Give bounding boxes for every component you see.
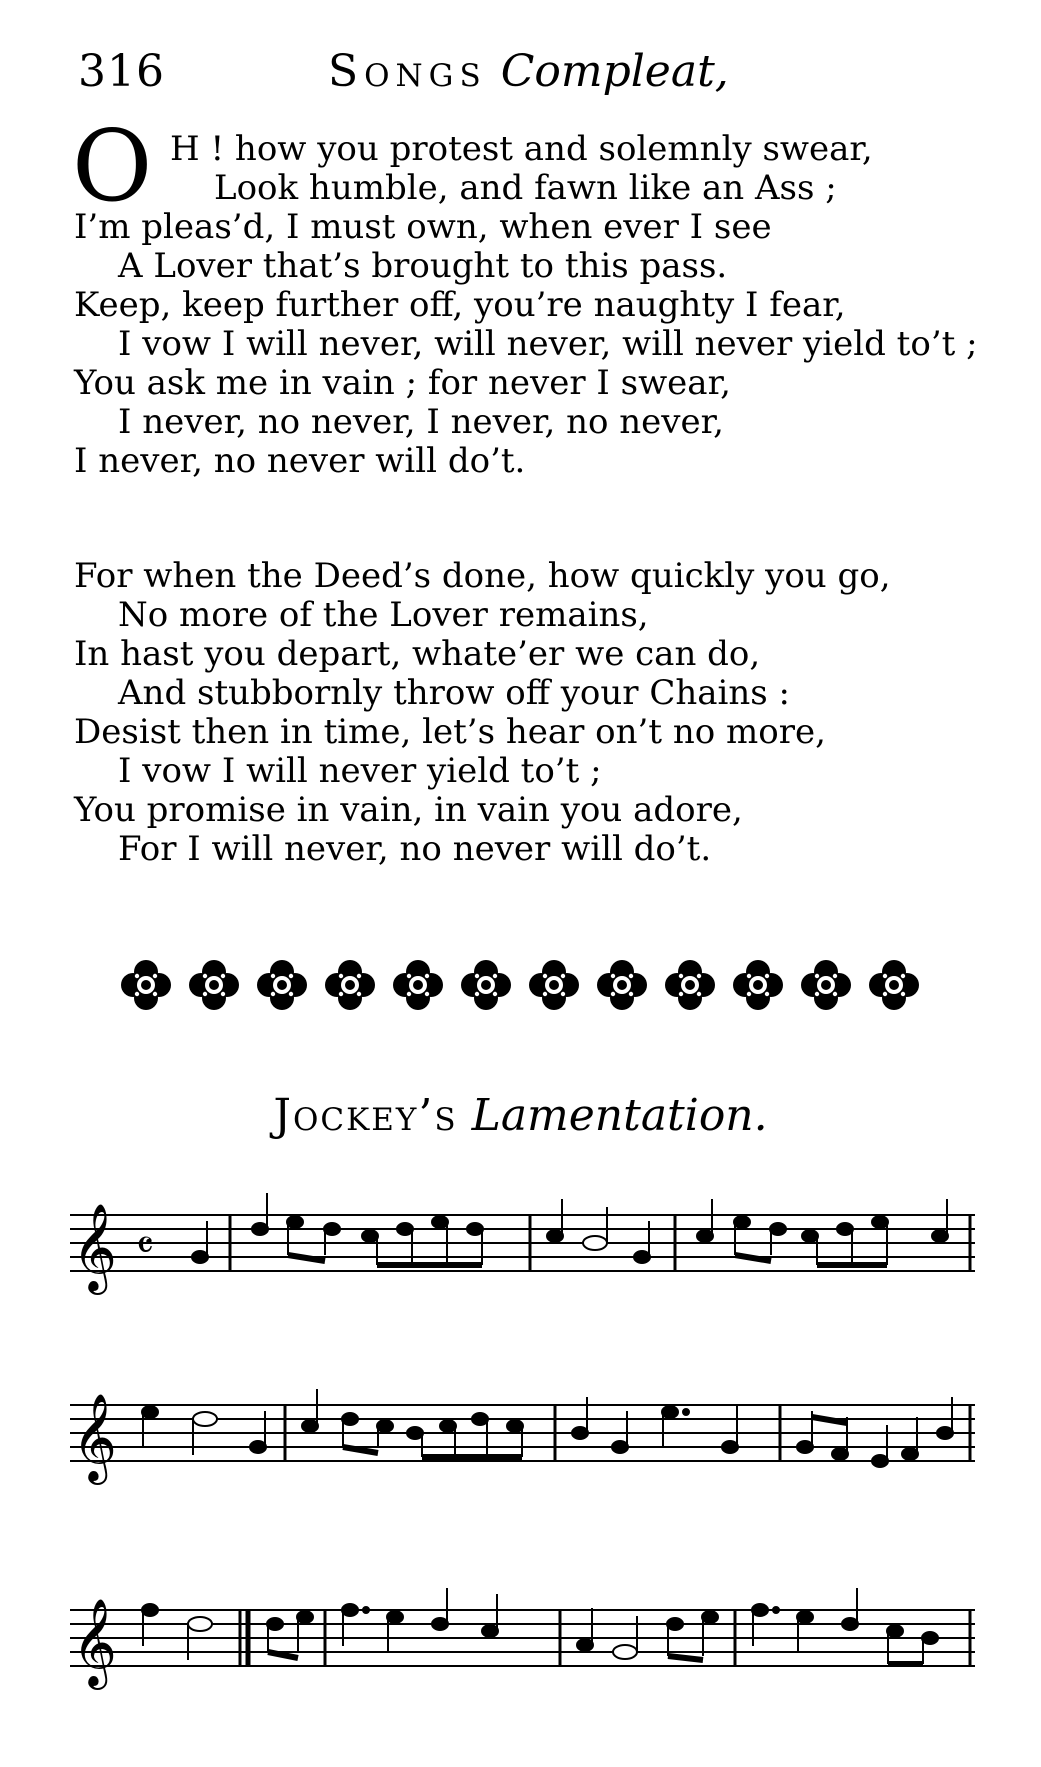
verse-line: In hast you depart, whate’er we can do, (74, 634, 761, 674)
running-title-italic: Compleat, (500, 46, 729, 97)
flower-icon (597, 960, 647, 1010)
flower-icon (801, 960, 851, 1010)
flower-icon (665, 960, 715, 1010)
time-signature: 𝄴 (136, 1223, 154, 1269)
verse-line: Look humble, and fawn like an Ass ; (214, 168, 837, 208)
music-staff-1 (70, 1185, 980, 1315)
flower-ornament-row (110, 950, 940, 1020)
page-header (78, 40, 978, 100)
flower-icon (529, 960, 579, 1010)
flower-icon (189, 960, 239, 1010)
verse-line: And stubbornly throw off your Chains : (118, 673, 790, 713)
verse-line: I vow I will never, will never, will never yield to’t ; (118, 324, 978, 364)
flower-icon (733, 960, 783, 1010)
verse-line: For I will never, no never will do’t. (118, 829, 712, 869)
verse-line: I vow I will never yield to’t ; (118, 751, 602, 791)
flower-icon (461, 960, 511, 1010)
treble-clef-icon: 𝄞 (72, 1202, 117, 1291)
drop-cap: O (72, 110, 153, 224)
song-title-italic: Lamentation. (471, 1090, 768, 1141)
flower-icon (325, 960, 375, 1010)
page-number: 316 (78, 46, 165, 97)
verse-line: You ask me in vain ; for never I swear, (74, 363, 731, 403)
running-title-smallcaps: Songs (328, 46, 487, 97)
music-staff-2 (70, 1375, 980, 1505)
flower-icon (393, 960, 443, 1010)
verse-line: Keep, keep further off, you’re naughty I fear, (74, 285, 846, 325)
song-title (0, 1090, 1041, 1141)
flower-icon (869, 960, 919, 1010)
verse-line: You promise in vain, in vain you adore, (74, 790, 743, 830)
verse-line: Desist then in time, let’s hear on’t no more, (74, 712, 826, 752)
verse-line: I never, no never will do’t. (74, 441, 526, 481)
stanza-2 (74, 557, 891, 869)
running-title (328, 46, 729, 97)
song-title-smallcaps: Jockey’s (273, 1090, 458, 1141)
flower-icon (121, 960, 171, 1010)
verse-line: For when the Deed’s done, how quickly you go, (74, 556, 891, 596)
treble-clef-icon: 𝄞 (72, 1392, 117, 1481)
verse-line: I never, no never, I never, no never, (118, 402, 724, 442)
verse-line: I’m pleas’d, I must own, when ever I see (74, 207, 772, 247)
treble-clef-icon: 𝄞 (72, 1597, 117, 1686)
verse-line: H ! how you protest and solemnly swear, (170, 129, 873, 169)
music-staff-3 (70, 1580, 980, 1710)
verse-line: A Lover that’s brought to this pass. (118, 246, 728, 286)
stanza-1 (72, 110, 978, 481)
notes (142, 1389, 953, 1467)
flower-icon (257, 960, 307, 1010)
verse-line: No more of the Lover remains, (118, 595, 649, 635)
